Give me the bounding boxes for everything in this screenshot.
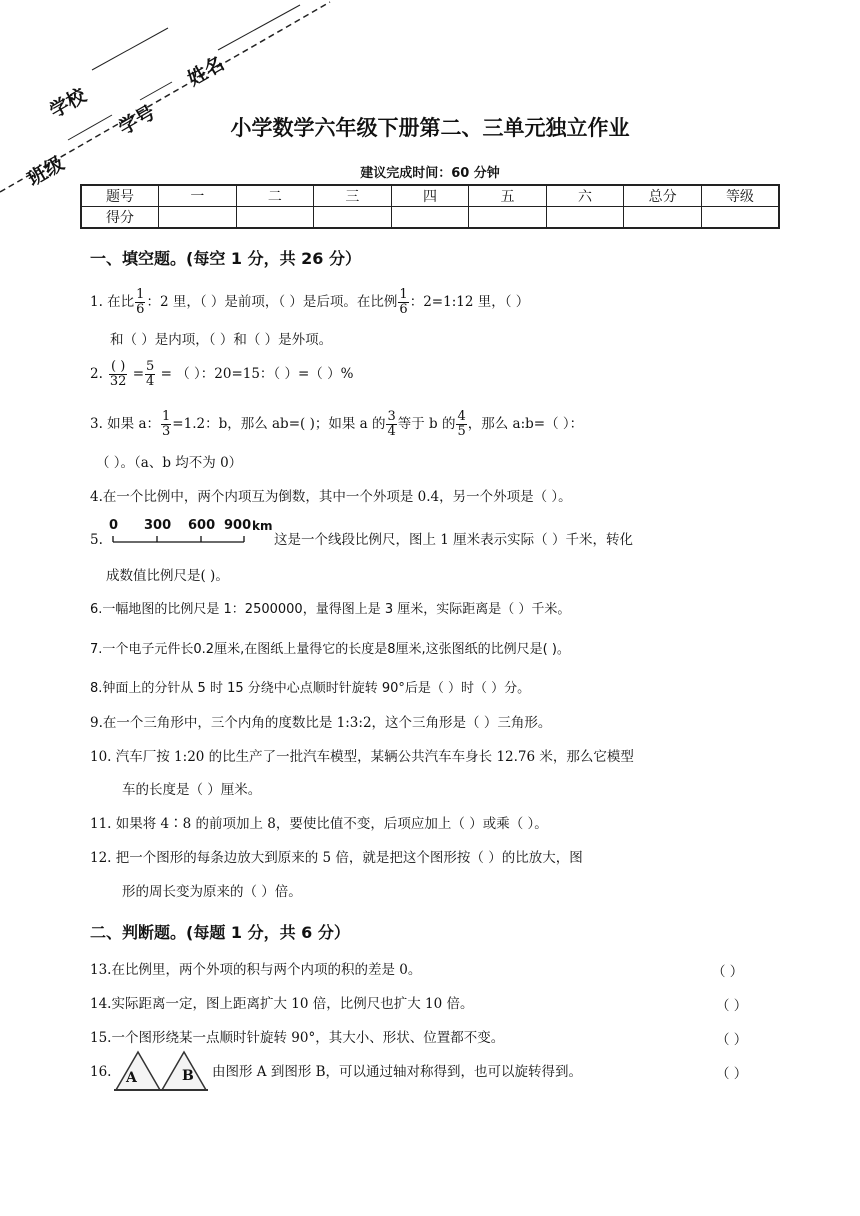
question-16 (90, 1050, 790, 1094)
score-table (80, 184, 780, 229)
q3-text-a: 3. 如果 a： (90, 416, 161, 432)
answer-paren[interactable]: （ ） (712, 964, 744, 980)
numerator: 1 (399, 287, 408, 302)
section-judgement-heading: 二、判断题。(每题 1 分，共 6 分） (90, 923, 350, 942)
score-table-header-row (81, 185, 779, 207)
header-cell: 等级 (701, 185, 779, 207)
question-15: 15.一个图形绕某一点顺时针旋转 90°，其大小、形状、位置都不变。 (90, 1030, 505, 1046)
header-cell: 四 (391, 185, 469, 207)
question-1-line-2: 和（ ）是内项，（ ）和（ ）是外项。 (110, 332, 333, 348)
question-5-line-2: 成数值比例尺是( )。 (106, 568, 229, 584)
fraction (161, 410, 171, 439)
question-7: 7.一个电子元件长0.2厘米,在图纸上量得它的长度是8厘米,这张图纸的比例尺是( )。 (90, 642, 570, 657)
fraction (398, 288, 408, 317)
q1-text-b: ：2 里，（ ）是前项，（ ）是后项。在比例 (146, 294, 398, 310)
question-11: 11. 如果将 4∶8 的前项加上 8，要使比值不变，后项应加上（ ）或乘（ ）。 (90, 816, 548, 832)
q3-text-d: ，那么 a:b=（ ）： (467, 416, 584, 432)
fraction (145, 360, 155, 389)
school-blank (92, 28, 168, 70)
numerator: 3 (387, 409, 396, 424)
score-cell[interactable] (701, 207, 779, 229)
q3-text-c: 等于 b 的 (397, 416, 456, 432)
denominator: 6 (399, 302, 408, 317)
name-label: 姓名 (184, 52, 228, 91)
score-row-label: 得分 (81, 207, 159, 229)
question-3-line-1 (90, 410, 583, 439)
question-9: 9.在一个三角形中，三个内角的度数比是 1:3:2，这个三角形是（ ）三角形。 (90, 715, 552, 731)
denominator: 4 (146, 374, 155, 389)
label-a: A (126, 1070, 137, 1086)
answer-paren[interactable]: （ ） (716, 1032, 748, 1048)
numerator: ( ) (109, 360, 128, 375)
scale-tick-label: 300 (144, 518, 172, 533)
fraction (109, 360, 128, 389)
q1-text-c: ：2=1:12 里，（ ） (409, 294, 530, 310)
header-cell: 五 (469, 185, 547, 207)
fraction (456, 410, 466, 439)
scale-tick-label: 0 (109, 518, 119, 533)
numerator: 1 (136, 287, 145, 302)
denominator: 5 (457, 424, 466, 439)
answer-paren[interactable]: （ ） (716, 1066, 748, 1082)
answer-paren[interactable]: （ ） (716, 998, 748, 1014)
score-cell[interactable] (314, 207, 392, 229)
school-label: 学校 (46, 84, 90, 123)
class-label: 班级 (24, 152, 68, 191)
q2-text-a: 2. (90, 366, 103, 382)
name-blank (218, 5, 300, 50)
denominator: 4 (387, 424, 396, 439)
scale-unit: km (252, 519, 273, 533)
header-cell: 二 (236, 185, 314, 207)
question-3-line-2: （ ）。（a、b 均不为 0） (96, 455, 243, 471)
question-8: 8.钟面上的分针从 5 时 15 分绕中心点顺时针旋转 90°后是（ ）时（ ）分。 (90, 681, 531, 696)
denominator: 6 (136, 302, 145, 317)
question-12-line-1: 12. 把一个图形的每条边放大到原来的 5 倍，就是把这个图形按（ ）的比放大，图 (90, 850, 583, 866)
numerator: 5 (146, 359, 155, 374)
numerator: 1 (162, 409, 171, 424)
denominator: 3 (162, 424, 171, 439)
q2-text-b: = (128, 366, 145, 382)
section-fill-in-heading: 一、填空题。(每空 1 分，共 26 分） (90, 249, 361, 268)
header-cell: 六 (546, 185, 624, 207)
question-6: 6.一幅地图的比例尺是 1：2500000，量得图上是 3 厘米，实际距离是（ ）千米。 (90, 602, 571, 617)
student-no-label: 学号 (115, 101, 159, 140)
score-cell[interactable] (159, 207, 237, 229)
score-cell[interactable] (391, 207, 469, 229)
question-1-line-1 (90, 288, 529, 317)
q5-text: 这是一个线段比例尺，图上 1 厘米表示实际（ ）千米，转化 (274, 532, 633, 548)
numerator: 4 (457, 409, 466, 424)
header-cell: 三 (314, 185, 392, 207)
q2-text-c: = （ ）：20=15：（ ）=（ ）% (156, 366, 354, 382)
label-b: B (182, 1068, 194, 1084)
denominator: 32 (109, 374, 127, 389)
q3-text-b: =1.2：b，那么 ab=( )；如果 a 的 (172, 416, 386, 432)
question-4: 4.在一个比例中，两个内项互为倒数，其中一个外项是 0.4，另一个外项是（ ）。 (90, 489, 572, 505)
time-note: 建议完成时间：60 分钟 (360, 166, 500, 181)
question-13: 13.在比例里，两个外项的积与两个内项的积的差是 0。 (90, 962, 422, 978)
q5-number: 5. (90, 532, 103, 548)
question-10-line-1: 10. 汽车厂按 1:20 的比生产了一批汽车模型，某辆公共汽车车身长 12.76 米，那么它模型 (90, 749, 634, 765)
question-10-line-2: 车的长度是（ ）厘米。 (122, 782, 262, 798)
scale-tick-label: 900 (224, 518, 252, 533)
fraction (135, 288, 145, 317)
header-cell: 题号 (81, 185, 159, 207)
triangle-a (116, 1052, 160, 1090)
q16-text: 由图形 A 到图形 B，可以通过轴对称得到，也可以旋转得到。 (212, 1064, 583, 1080)
page-title: 小学数学六年级下册第二、三单元独立作业 (230, 116, 630, 140)
fraction (386, 410, 396, 439)
question-2 (90, 360, 353, 389)
score-cell[interactable] (469, 207, 547, 229)
score-table-score-row (81, 207, 779, 229)
q1-text-a: 1. 在比 (90, 294, 135, 310)
question-12-line-2: 形的周长变为原来的（ ）倍。 (122, 884, 302, 900)
scale-tick-label: 600 (188, 518, 216, 533)
score-cell[interactable] (546, 207, 624, 229)
q16-number: 16. (90, 1064, 112, 1080)
header-cell: 一 (159, 185, 237, 207)
score-cell[interactable] (236, 207, 314, 229)
header-cell: 总分 (624, 185, 702, 207)
score-cell[interactable] (624, 207, 702, 229)
question-5-line-1 (90, 516, 790, 556)
question-14: 14.实际距离一定，图上距离扩大 10 倍，比例尺也扩大 10 倍。 (90, 996, 474, 1012)
